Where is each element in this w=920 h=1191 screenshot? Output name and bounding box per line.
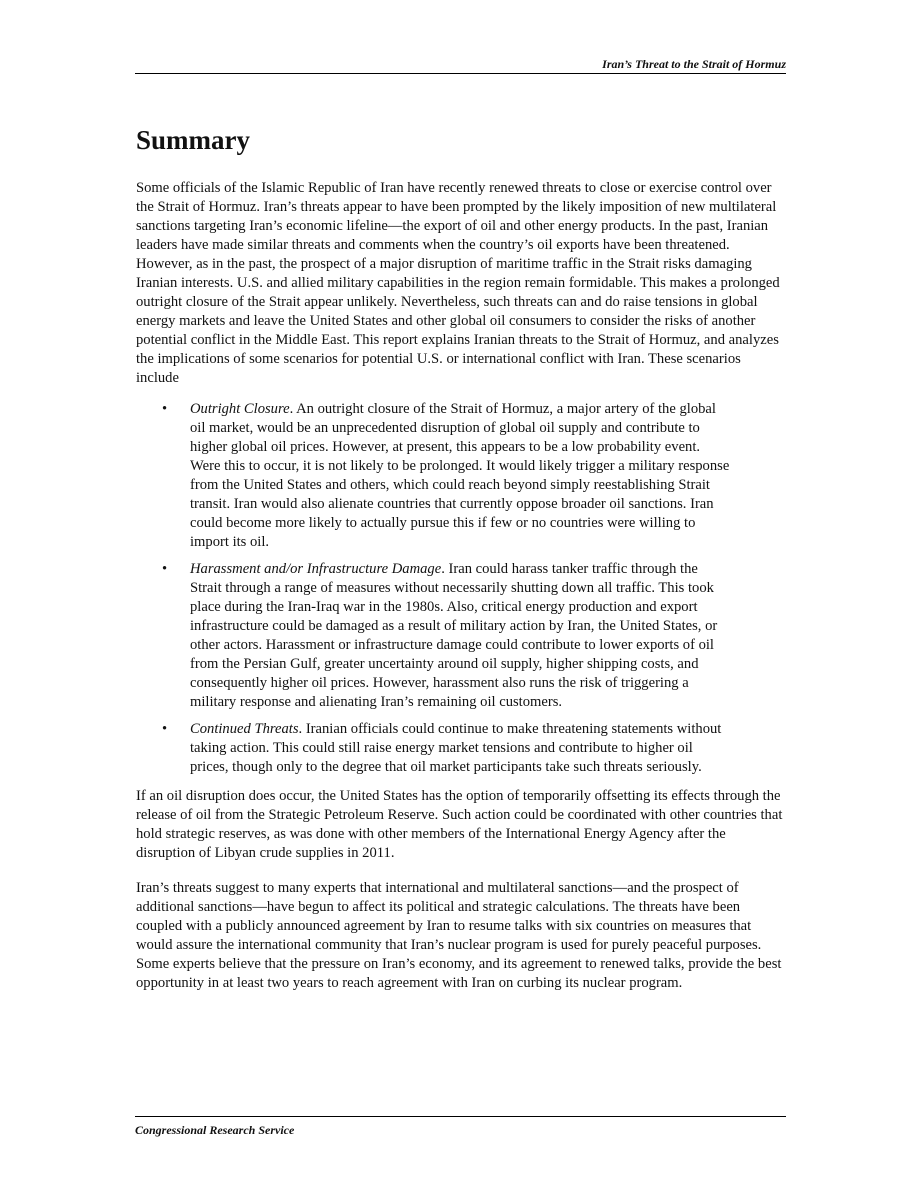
- scenario-term: Harassment and/or Infrastructure Damage: [190, 561, 442, 577]
- scenario-list: [136, 400, 786, 777]
- scenario-text: . An outright closure of the Strait of Hormuz, a major artery of the global oil market, would be an unprecedented disruption of global oil supply and contribute to higher global oil prices. However, at present, this appears to be a low probability event. Were this to occur, it is not likely to be prolonged. It would likely trigger a military response from the United States and others, which could reach beyond simply reestablishing Strait transit. Iran would also alienate countries that currently oppose broader oil sanctions. Iran could become more likely to actually pursue this if few or no countries were willing to import its oil.: [190, 401, 730, 550]
- scenario-item-outright-closure: [136, 400, 730, 552]
- bullet-icon: •: [162, 401, 168, 417]
- scenario-term: Continued Threats: [190, 721, 299, 737]
- running-title: Iran’s Threat to the Strait of Hormuz: [602, 57, 786, 71]
- spr-paragraph: If an oil disruption does occur, the United States has the option of temporarily offsetting its effects through the release of oil from the Strategic Petroleum Reserve. Such action could be coordinated with other countries that hold strategic reserves, as was done with other members of the International Energy Agency after the disruption of Libyan crude supplies in 2011.: [136, 788, 783, 861]
- scenario-term: Outright Closure: [190, 401, 290, 417]
- page-title: Summary: [136, 125, 250, 155]
- scenario-text: . Iran could harass tanker traffic through the Strait through a range of measures without necessarily shutting down all traffic. This took place during the Iran-Iraq war in the 1980s. Also, critical energy production and export infrastructure could be damaged as a result of military action by Iran, the United States, or other actors. Harassment or infrastructure damage could contribute to lower exports of oil from the Persian Gulf, greater uncertainty around oil supply, higher shipping costs, and consequently higher oil prices. However, harassment also runs the risk of triggering a military response and alienating Iran’s remaining oil customers.: [190, 561, 718, 710]
- running-header: [135, 57, 786, 74]
- bullet-icon: •: [162, 721, 168, 737]
- sanctions-paragraph: Iran’s threats suggest to many experts that international and multilateral sanctions—and the prospect of additional sanctions—have begun to affect its political and strategic calculations. The threats have been coupled with a publicly announced agreement by Iran to resume talks with six countries on measures that would assure the international community that Iran’s nuclear program is used for purely peaceful purposes. Some experts believe that the pressure on Iran’s economy, and its agreement to renewed talks, provide the best opportunity in at least two years to reach agreement with Iran on curbing its nuclear program.: [136, 880, 782, 991]
- publisher-name: Congressional Research Service: [135, 1123, 295, 1137]
- page-footer: [135, 1116, 786, 1137]
- scenario-item-harassment: [136, 560, 730, 712]
- summary-body: [136, 179, 786, 993]
- scenario-text: . Iranian officials could continue to make threatening statements without taking action. This could still raise energy market tensions and contribute to higher oil prices, though only to the degree that oil market participants take such threats seriously.: [190, 721, 722, 775]
- scenario-item-continued-threats: [136, 720, 730, 777]
- intro-paragraph: Some officials of the Islamic Republic of Iran have recently renewed threats to close or exercise control over the Strait of Hormuz. Iran’s threats appear to have been prompted by the likely imposition of new multilateral sanctions targeting Iran’s economic lifeline—the export of oil and other energy products. In the past, Iranian leaders have made similar threats and comments when the country’s oil exports have been threatened. However, as in the past, the prospect of a major disruption of maritime traffic in the Strait risks damaging Iranian interests. U.S. and allied military capabilities in the region remain formidable. This makes a prolonged outright closure of the Strait appear unlikely. Nevertheless, such threats can and do raise tensions in global energy markets and leave the United States and other global oil consumers to consider the risks of another potential conflict in the Middle East. This report explains Iranian threats to the Strait of Hormuz, and analyzes the implications of some scenarios for potential U.S. or international conflict with Iran. These scenarios include: [136, 180, 780, 386]
- bullet-icon: •: [162, 561, 168, 577]
